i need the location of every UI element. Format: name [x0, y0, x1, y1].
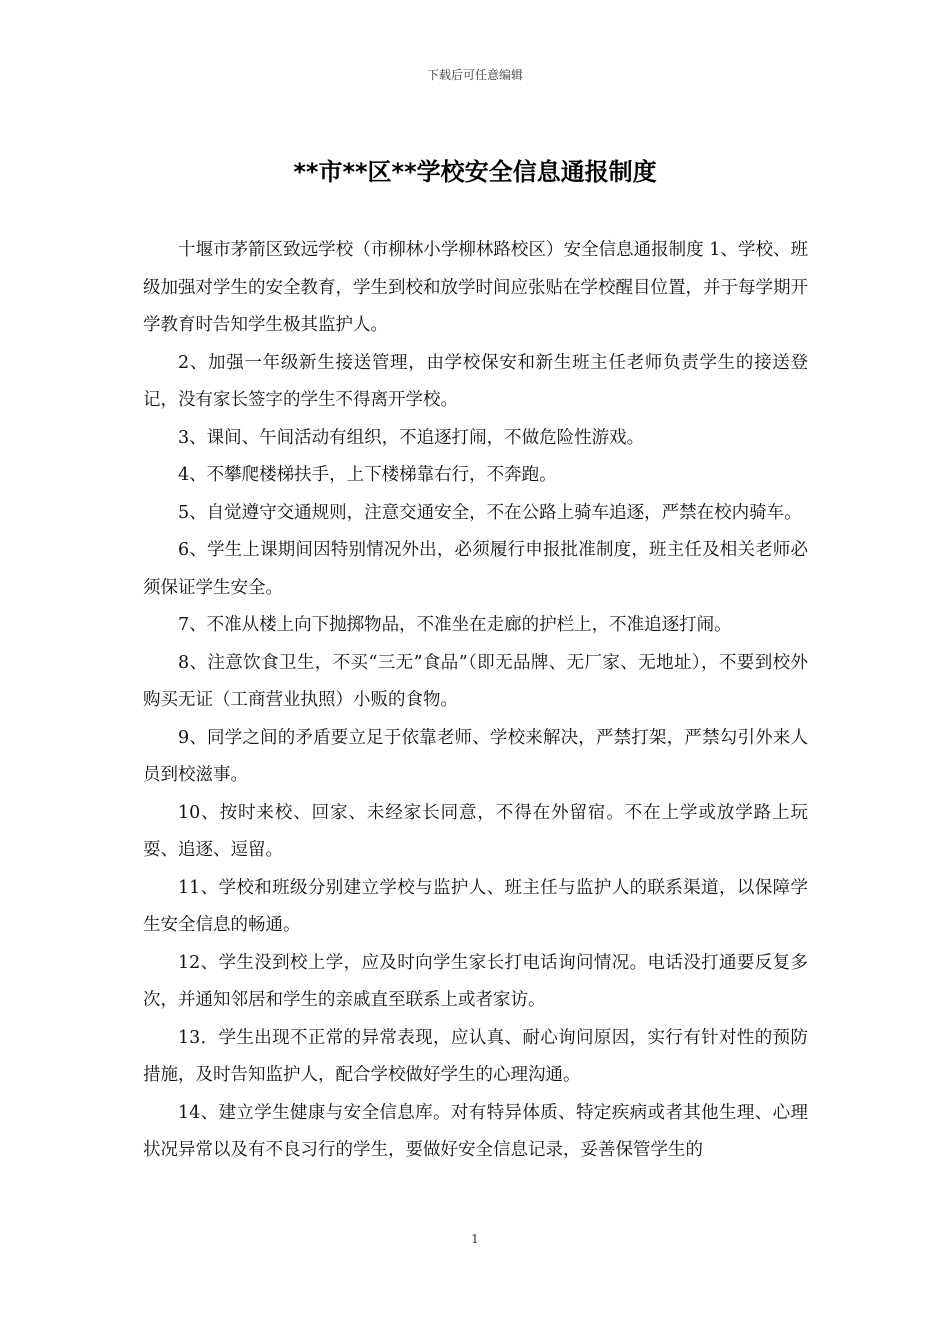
document-body — [143, 232, 808, 1170]
paragraph-4: 4、不攀爬楼梯扶手，上下楼梯靠右行，不奔跑。 — [178, 465, 557, 485]
paragraph-9: 9、同学之间的矛盾要立足于依靠老师、学校来解决，严禁打架，严禁勾引外来人员到校滋事。 — [143, 727, 808, 785]
paragraph-13: 13．学生出现不正常的异常表现，应认真、耐心询问原因，实行有针对性的预防措施，及时告知监护人，配合学校做好学生的心理沟通。 — [143, 1027, 808, 1085]
paragraph-6: 6、学生上课期间因特别情况外出，必须履行申报批准制度，班主任及相关老师必须保证学生安全。 — [143, 540, 808, 598]
page-number: 1 — [471, 1232, 479, 1246]
paragraph-3: 3、课间、午间活动有组织，不追逐打闹，不做危险性游戏。 — [178, 427, 645, 448]
page-header: 下载后可任意编辑 — [426, 68, 523, 82]
paragraph-1: 十堰市茅箭区致远学校（市柳林小学柳林路校区）安全信息通报制度 1、学校、班级加强对学生的安全教育，学生到校和放学时间应张贴在学校醒目位置，并于每学期开学教育时告知学生极其监护人。 — [143, 240, 808, 335]
paragraph-5: 5、自觉遵守交通规则，注意交通安全，不在公路上骑车追逐，严禁在校内骑车。 — [178, 502, 802, 523]
paragraph-12: 12、学生没到校上学，应及时向学生家长打电话询问情况。电话没打通要反复多次，并通知邻居和学生的亲戚直至联系上或者家访。 — [143, 952, 808, 1010]
paragraph-10: 10、按时来校、回家、未经家长同意，不得在外留宿。不在上学或放学路上玩耍、追逐、逗留。 — [143, 802, 808, 860]
paragraph-14: 14、建立学生健康与安全信息库。对有特异体质、特定疾病或者其他生理、心理状况异常以及有不良习行的学生，要做好安全信息记录，妥善保管学生的 — [143, 1102, 808, 1160]
paragraph-2: 2、加强一年级新生接送管理，由学校保安和新生班主任老师负责学生的接送登记，没有家长签字的学生不得离开学校。 — [143, 352, 808, 410]
document-title: **市**区**学校安全信息通报制度 — [293, 158, 657, 186]
paragraph-11: 11、学校和班级分别建立学校与监护人、班主任与监护人的联系渠道，以保障学生安全信息的畅通。 — [143, 877, 808, 935]
paragraph-8: 8、注意饮食卫生，不买“三无”食品”（即无品牌、无厂家、无地址），不要到校外购买无证（工商营业执照）小贩的食物。 — [143, 652, 808, 710]
paragraph-7: 7、不准从楼上向下抛掷物品，不准坐在走廊的护栏上，不准追逐打闹。 — [178, 615, 732, 635]
